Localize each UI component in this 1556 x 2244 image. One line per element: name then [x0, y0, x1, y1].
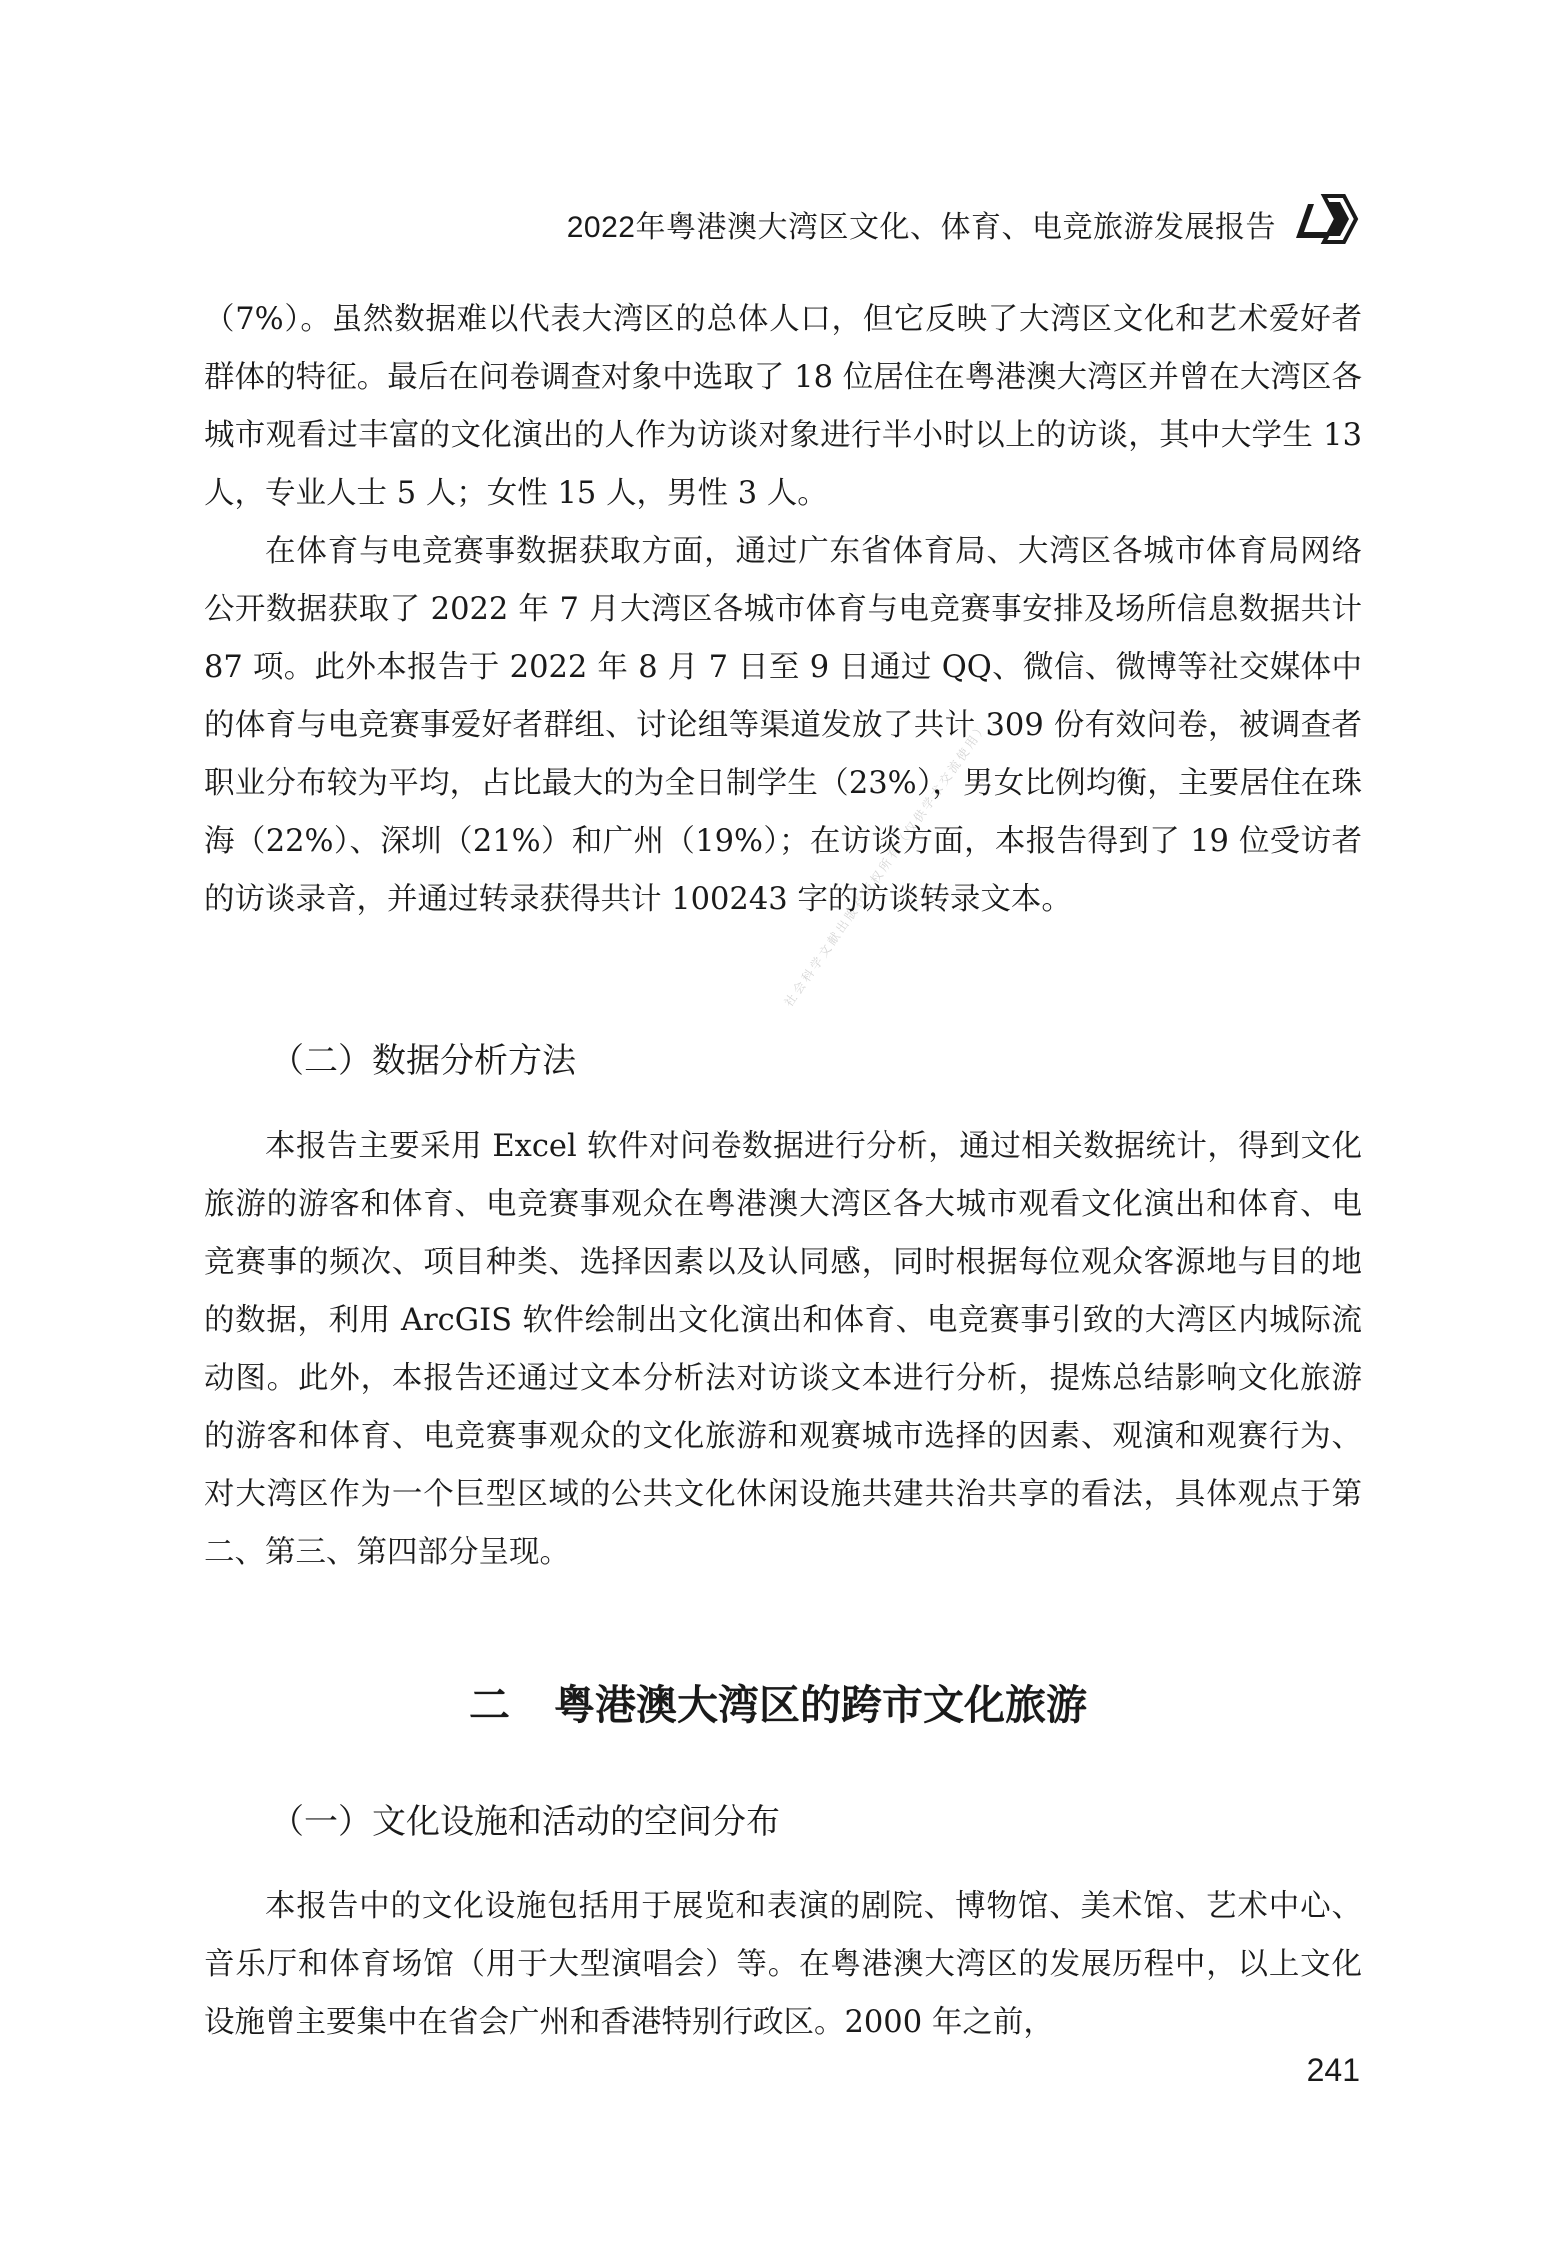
- page-number: 241: [1306, 2052, 1360, 2088]
- section-title: 粤港澳大湾区的跨市文化旅游: [554, 1681, 1087, 1729]
- publisher-logo-icon: [1294, 190, 1360, 248]
- section-heading: [0, 1672, 1556, 1731]
- paragraph: 在体育与电竞赛事数据获取方面，通过广东省体育局、大湾区各城市体育局网络公开数据获取了 2022 年 7 月大湾区各城市体育与电竞赛事安排及场所信息数据共计 87 项。此外本报告于 2022 年 8 月 7 日至 9 日通过 QQ、微信、微博等社交媒体中的体育与电竞赛事爱好者群组、讨论组等渠道发放了共计 309 份有效问卷，被调查者职业分布较为平均，占比最大的为全日制学生（23%），男女比例均衡，主要居住在珠海（22%）、深圳（21%）和广州（19%）；在访谈方面，本报告得到了 19 位受访者的访谈录音，并通过转录获得共计 100243 字的访谈转录文本。: [204, 534, 1362, 917]
- section-number: 二: [469, 1681, 510, 1729]
- watermark: 社会科学文献出版社版权所有（仅供学术交流使用）: [781, 718, 991, 1010]
- paragraph: （7%）。虽然数据难以代表大湾区的总体人口，但它反映了大湾区文化和艺术爱好者群体的特征。最后在问卷调查对象中选取了 18 位居住在粤港澳大湾区并曾在大湾区各城市观看过丰富的文化演出的人作为访谈对象进行半小时以上的访谈，其中大学生 13 人，专业人士 5 人；女性 15 人，男性 3 人。: [204, 302, 1362, 511]
- body-block-top: [204, 291, 1362, 929]
- body-block-facilities: [204, 1878, 1362, 2052]
- header-title: 2022年粤港澳大湾区文化、体育、电竞旅游发展报告: [566, 211, 1276, 244]
- subheading-cultural-facilities: （一）文化设施和活动的空间分布: [270, 1803, 780, 1841]
- paragraph: 本报告主要采用 Excel 软件对问卷数据进行分析，通过相关数据统计，得到文化旅游的游客和体育、电竞赛事观众在粤港澳大湾区各大城市观看文化演出和体育、电竞赛事的频次、项目种类、选择因素以及认同感，同时根据每位观众客源地与目的地的数据，利用 ArcGIS 软件绘制出文化演出和体育、电竞赛事引致的大湾区内城际流动图。此外，本报告还通过文本分析法对访谈文本进行分析，提炼总结影响文化旅游的游客和体育、电竞赛事观众的文化旅游和观赛城市选择的因素、观演和观赛行为、对大湾区作为一个巨型区域的公共文化休闲设施共建共治共享的看法，具体观点于第二、第三、第四部分呈现。: [204, 1129, 1362, 1570]
- paragraph: 本报告中的文化设施包括用于展览和表演的剧院、博物馆、美术馆、艺术中心、音乐厅和体育场馆（用于大型演唱会）等。在粤港澳大湾区的发展历程中，以上文化设施曾主要集中在省会广州和香港特别行政区。2000 年之前，: [204, 1889, 1362, 2040]
- body-block-method: [204, 1118, 1362, 1582]
- running-header: [200, 190, 1360, 250]
- subheading-data-analysis: （二）数据分析方法: [270, 1042, 576, 1080]
